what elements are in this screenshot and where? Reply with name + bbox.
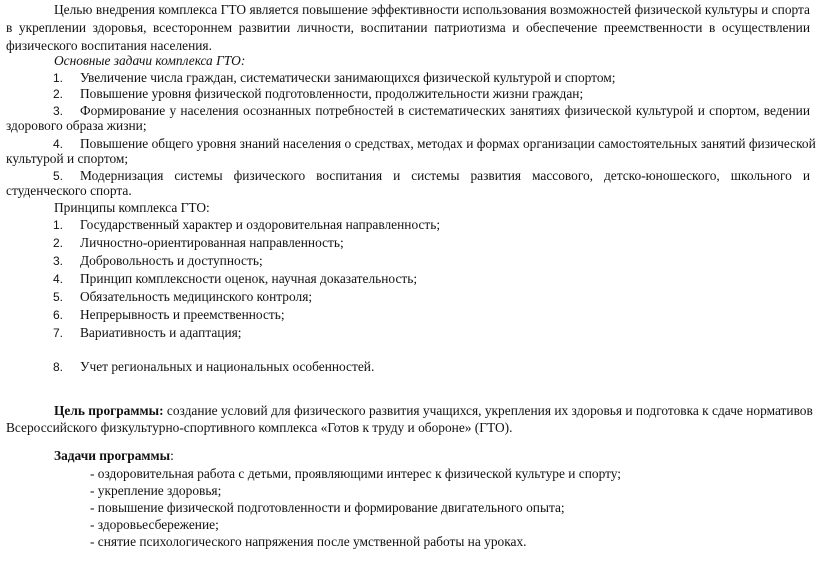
intro-line-2: в укреплении здоровья, всестороннем развитии личности, воспитании патриотизма и обеспечение преемственности в осуществлении	[6, 20, 810, 35]
principle-text: Принцип комплексности оценок, научная доказательность;	[80, 271, 418, 286]
principle-number: 1.	[53, 218, 64, 232]
program-task-item: - снятие психологического напряжения после умственной работы на уроках.	[90, 534, 527, 549]
tasks-heading: Основные задачи комплекса ГТО:	[54, 53, 246, 68]
goal-label: Цель программы:	[54, 403, 164, 418]
intro-line-1: Целью внедрения комплекса ГТО является повышение эффективности использования возможностей физической культуры и спорта	[54, 2, 810, 17]
task-text: Формирование у населения осознанных потребностей в систематических занятиях физической культурой и спортом, ведении	[80, 103, 810, 118]
program-task-item: - повышение физической подготовленности и формирование двигательного опыта;	[90, 500, 565, 515]
principle-text: Непрерывность и преемственность;	[80, 307, 285, 322]
principle-number: 5.	[53, 290, 64, 304]
principle-text: Обязательность медицинского контроля;	[80, 289, 313, 304]
principle-text: Личностно-ориентированная направленность;	[80, 235, 344, 250]
task-text: Повышение уровня физической подготовленности, продолжительности жизни граждан;	[80, 86, 584, 101]
task-text-continuation: культурой и спортом;	[6, 151, 129, 166]
principle-number: 4.	[53, 272, 64, 286]
principle-text: Учет региональных и национальных особенностей.	[80, 359, 375, 374]
principle-number: 2.	[53, 236, 64, 250]
principle-text: Государственный характер и оздоровительная направленность;	[80, 217, 441, 232]
program-task-item: - оздоровительная работа с детьми, проявляющими интерес к физической культуре и спорту;	[90, 466, 622, 481]
principles-heading: Принципы комплекса ГТО:	[54, 200, 210, 215]
program-tasks-label: Задачи программы	[54, 448, 171, 463]
program-task-item: - здоровьесбережение;	[90, 517, 219, 532]
task-number: 4.	[53, 137, 64, 151]
program-tasks-heading	[54, 448, 810, 464]
task-number: 1.	[53, 71, 64, 85]
principle-text: Вариативность и адаптация;	[80, 325, 242, 340]
principle-number: 3.	[53, 254, 64, 268]
principle-number: 8.	[53, 360, 64, 374]
program-tasks-colon: :	[170, 448, 174, 463]
goal-line-1	[54, 403, 813, 419]
program-task-item: - укрепление здоровья;	[90, 483, 222, 498]
principle-text: Добровольность и доступность;	[80, 253, 263, 268]
task-number: 5.	[53, 169, 64, 183]
intro-line-3: физического воспитания населения.	[6, 38, 212, 53]
task-text-continuation: здорового образа жизни;	[6, 118, 147, 133]
task-number: 2.	[53, 87, 64, 101]
task-text: Модернизация системы физического воспитания и системы развития массового, детско-юношеского, школьного и	[80, 168, 810, 183]
task-text: Увеличение числа граждан, систематически занимающихся физической культурой и спортом;	[80, 70, 616, 85]
task-text-continuation: студенческого спорта.	[6, 183, 132, 198]
task-text: Повышение общего уровня знаний населения о средствах, методах и формах организации самостоятельных занятий физической	[80, 136, 816, 151]
principle-number: 7.	[53, 326, 64, 340]
task-number: 3.	[53, 104, 64, 118]
goal-line-2: Всероссийского физкультурно-спортивного комплекса «Готов к труду и обороне» (ГТО).	[6, 420, 513, 435]
goal-text: создание условий для физического развития учащихся, укрепления их здоровья и подготовка к сдаче нормативов	[163, 403, 813, 418]
principle-number: 6.	[53, 308, 64, 322]
